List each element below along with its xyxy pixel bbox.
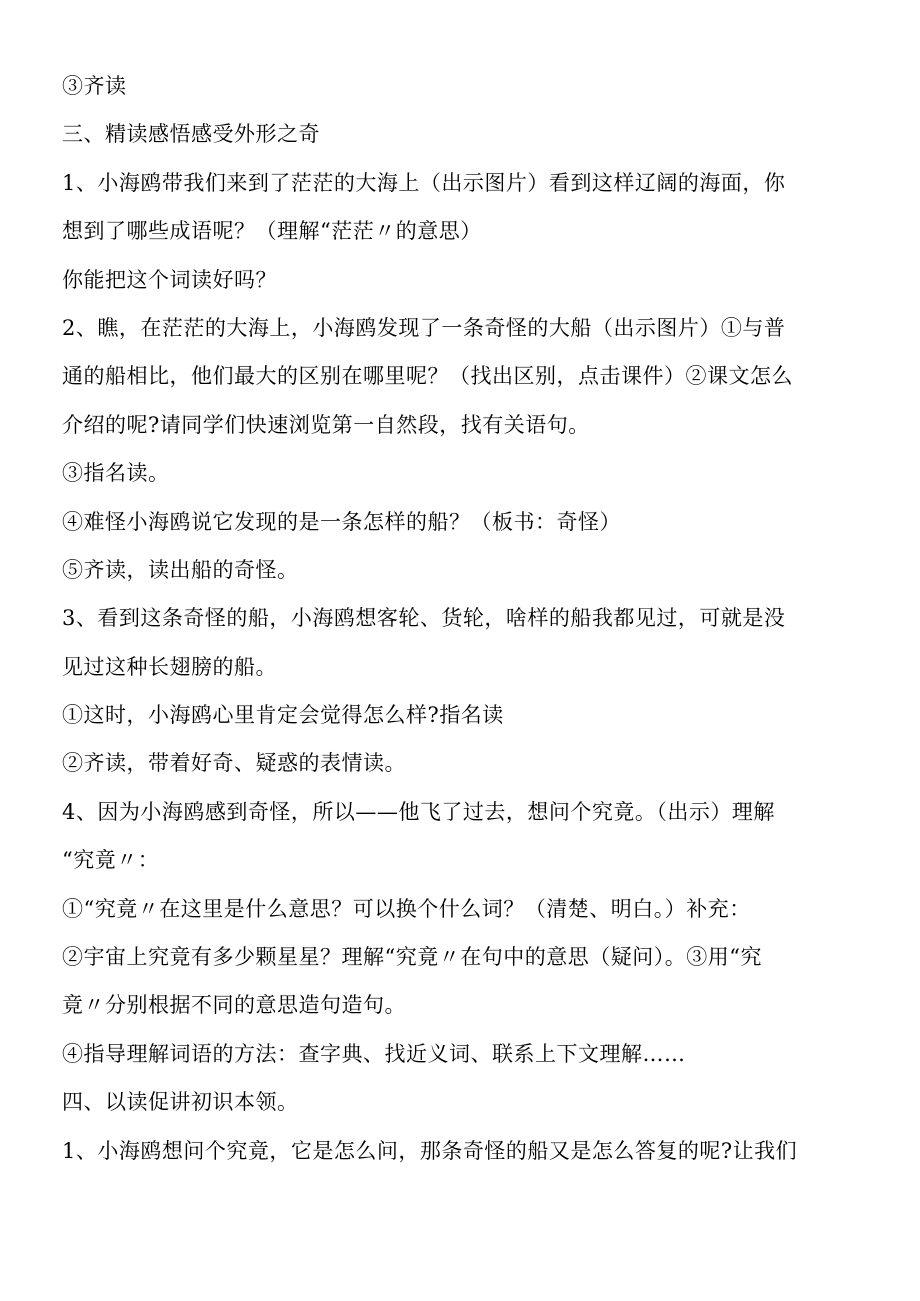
text-line: ⑤齐读，读出船的奇怪。 <box>62 557 299 582</box>
document-page <box>62 62 862 1175</box>
section-heading: 四、以读促讲初识本领。 <box>62 1090 299 1115</box>
text-line: ④指导理解词语的方法：查字典、找近义词、联系上下文理解…… <box>62 1041 686 1066</box>
text-line: 介绍的呢?请同学们快速浏览第一自然段，找有关语句。 <box>62 412 590 437</box>
text-line: ②齐读，带着好奇、疑惑的表情读。 <box>62 751 406 776</box>
text-line: 1、小海鸥想问个究竟，它是怎么问，那条奇怪的船又是怎么答复的呢?让我们 <box>62 1138 798 1163</box>
text-line: ①“究竟〃在这里是什么意思？可以换个什么词？（清楚、明白。）补充： <box>62 896 751 921</box>
section-heading: 三、精读感悟感受外形之奇 <box>62 122 320 147</box>
text-line: ②宇宙上究竟有多少颗星星？理解“究竟〃在句中的意思（疑问）。③用“究 <box>62 945 762 970</box>
text-line: ③齐读 <box>62 74 127 98</box>
text-line: 竟〃分别根据不同的意思造句造句。 <box>62 993 406 1018</box>
text-line: 想到了哪些成语呢？（理解“茫茫〃的意思） <box>62 219 482 244</box>
text-line: 通的船相比，他们最大的区别在哪里呢？（找出区别，点击课件）②课文怎么 <box>62 364 793 389</box>
text-line: “究竟〃： <box>62 848 160 873</box>
text-line: 4、因为小海鸥感到奇怪，所以——他飞了过去，想问个究竟。（出示）理解 <box>62 799 775 824</box>
text-line: ①这时，小海鸥心里肯定会觉得怎么样?指名读 <box>62 703 504 728</box>
text-line: ④难怪小海鸥说它发现的是一条怎样的船？（板书：奇怪） <box>62 509 621 534</box>
text-line: 1、小海鸥带我们来到了茫茫的大海上（出示图片）看到这样辽阔的海面，你 <box>62 170 786 195</box>
text-line: 见过这种长翅膀的船。 <box>62 654 277 679</box>
text-line: 2、瞧，在茫茫的大海上，小海鸥发现了一条奇怪的大船（出示图片）①与普 <box>62 315 786 340</box>
text-line: ③指名读。 <box>62 461 170 486</box>
text-line: 3、看到这条奇怪的船，小海鸥想客轮、货轮，啥样的船我都见过，可就是没 <box>62 606 786 631</box>
text-line: 你能把这个词读好吗？ <box>62 267 277 292</box>
